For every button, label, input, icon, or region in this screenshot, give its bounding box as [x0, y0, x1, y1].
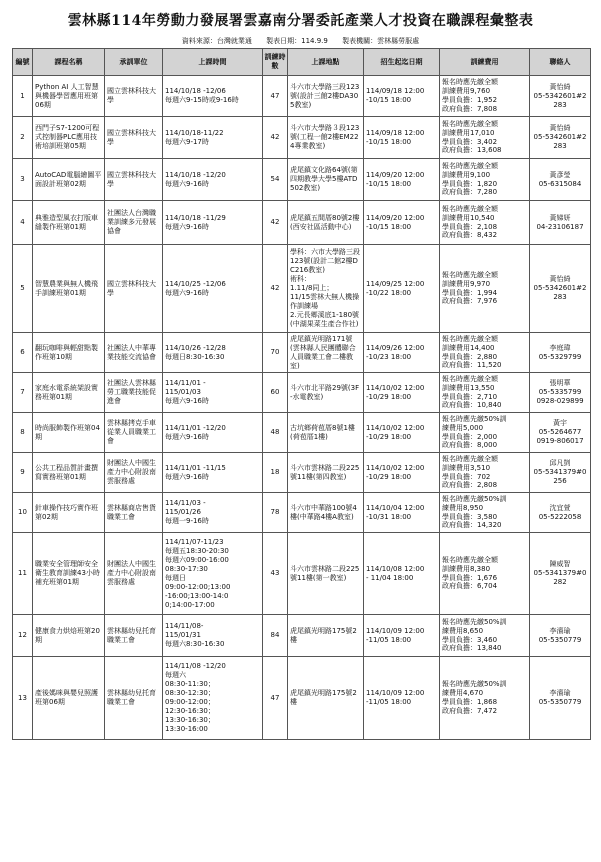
training-hours: 70 [263, 333, 288, 373]
row-no: 3 [13, 159, 33, 201]
training-unit: 國立雲林科技大學 [105, 159, 163, 201]
training-hours: 47 [263, 657, 288, 740]
course-name: 翻玩咖啡與輕甜點製作班第10期 [33, 333, 105, 373]
training-hours: 42 [263, 201, 288, 245]
enroll-period: 114/10/02 12:00 -10/29 18:00 [364, 373, 440, 413]
class-location: 虎尾鎮光明路175號2樓 [288, 615, 364, 657]
training-unit: 雲林縣商店售貨職業工會 [105, 493, 163, 533]
contact-person: 李濱瑜 05-5350779 [530, 657, 591, 740]
training-fee: 報名時應先繳50%訓 練費用8,650 學員負擔：3,460 政府負擔：13,840 [440, 615, 530, 657]
row-no: 12 [13, 615, 33, 657]
header-row [13, 49, 591, 76]
training-unit: 雲林縣幼兒托育職業工會 [105, 657, 163, 740]
table-row [13, 657, 591, 740]
table-row [13, 413, 591, 453]
contact-person: 陳威智 05-5341379#0282 [530, 533, 591, 615]
row-no: 2 [13, 117, 33, 159]
row-no: 5 [13, 245, 33, 333]
class-location: 斗六市大學路３段123號(工程一館2樓EM224專業教室) [288, 117, 364, 159]
course-name: 公共工程品質計畫撰寫實務班第01期 [33, 453, 105, 493]
course-name: 針車操作技巧實作班第02期 [33, 493, 105, 533]
class-time: 114/10/25 -12/06 每週六9-16時 [163, 245, 263, 333]
header-enroll: 招生起迄日期 [364, 49, 440, 76]
table-row [13, 615, 591, 657]
training-unit: 社團法人雲林縣勞工職業技能促進會 [105, 373, 163, 413]
class-location: 古坑鄉荷苞厝8號1樓(荷苞厝1樓) [288, 413, 364, 453]
enroll-period: 114/09/20 12:00 -10/15 18:00 [364, 201, 440, 245]
training-unit: 財團法人中國生產力中心附設南雲服務處 [105, 453, 163, 493]
contact-person: 黃娣妍 04-23106187 [530, 201, 591, 245]
contact-person: 邱凡剴 05-5341379#0256 [530, 453, 591, 493]
page-title: 雲林縣114年勞動力發展署雲嘉南分署委託產業人才投資在職課程彙整表 [67, 13, 534, 29]
header-contact: 聯絡人 [530, 49, 591, 76]
enroll-period: 114/10/02 12:00 -10/29 18:00 [364, 413, 440, 453]
contact-person: 張明華 05-5335799 0928-029899 [530, 373, 591, 413]
header-hours: 訓練時數 [263, 49, 288, 76]
contact-person: 李庭瑋 05-5329799 [530, 333, 591, 373]
class-time: 114/10/18-11/22 每週六9-17時 [163, 117, 263, 159]
table-row [13, 493, 591, 533]
class-time: 114/10/18 -12/06 每週六9-15時或9-16時 [163, 76, 263, 117]
training-fee: 報名時應先繳全額 訓練費用8,380 學員負擔：1,676 政府負擔：6,704 [440, 533, 530, 615]
table-row [13, 333, 591, 373]
enroll-period: 114/09/20 12:00 -10/15 18:00 [364, 159, 440, 201]
class-location: 斗六市北平路29號(3F-水電教室) [288, 373, 364, 413]
training-hours: 43 [263, 533, 288, 615]
row-no: 6 [13, 333, 33, 373]
training-hours: 60 [263, 373, 288, 413]
header-location: 上課地點 [288, 49, 364, 76]
enroll-period: 114/10/08 12:00 - 11/04 18:00 [364, 533, 440, 615]
training-fee: 報名時應先繳全額 訓練費用13,550 學員負擔：2,710 政府負擔：10,840 [440, 373, 530, 413]
training-fee: 報名時應先繳全額 訓練費用3,510 學員負擔：702 政府負擔：2,808 [440, 453, 530, 493]
row-no: 11 [13, 533, 33, 615]
class-location: 斗六市雲林路二段225號11樓(第一教室) [288, 533, 364, 615]
training-hours: 54 [263, 159, 288, 201]
header-no: 編號 [13, 49, 33, 76]
enroll-period: 114/10/02 12:00 -10/29 18:00 [364, 453, 440, 493]
class-location: 虎尾鎮光明路175號2樓 [288, 657, 364, 740]
class-time: 114/11/08 -12/20 每週六 08:30-11:30； 08:30-12:30； 09:00-12:00； 12:30-16:30； 13:30-16:30； 13:30-16:00 [163, 657, 263, 740]
table-row [13, 373, 591, 413]
enroll-period: 114/09/26 12:00 -10/23 18:00 [364, 333, 440, 373]
class-location: 虎尾鎮五間厝80號2樓(西安社區活動中心) [288, 201, 364, 245]
training-unit: 社團法人中華專業技能交流協會 [105, 333, 163, 373]
course-name: 時尚服飾製作班第04期 [33, 413, 105, 453]
training-unit: 財團法人中國生產力中心附設南雲服務處 [105, 533, 163, 615]
row-no: 1 [13, 76, 33, 117]
training-fee: 報名時應先繳全額 訓練費用9,760 學員負擔：1,952 政府負擔：7,808 [440, 76, 530, 117]
source-label: 資料來源：台灣就業通 [181, 37, 252, 45]
class-location: 斗六市雲林路二段225號11樓(第四教室) [288, 453, 364, 493]
class-location: 虎尾鎮光明路171號(雲林縣人民團體聯合人員職業工會二樓教室) [288, 333, 364, 373]
row-no: 13 [13, 657, 33, 740]
class-location: 學科：六市大學路三段123號(設計二館2樓DC216教室) 術科： 1.11/8同上； 11/15雲林大無人機操作訓練場 2.元長鄉溪底1-180號(中湖果菜生產合作社) [288, 245, 364, 333]
row-no: 9 [13, 453, 33, 493]
training-hours: 42 [263, 245, 288, 333]
training-unit: 國立雲林科技大學 [105, 76, 163, 117]
table-row [13, 159, 591, 201]
course-name: 家庭水電系統架設實務班第01期 [33, 373, 105, 413]
training-hours: 84 [263, 615, 288, 657]
table-row [13, 453, 591, 493]
course-name: AutoCAD電腦繪圖平面設計班第02期 [33, 159, 105, 201]
class-time: 114/10/26 -12/28 每週日8:30-16:30 [163, 333, 263, 373]
contact-person: 黃怡綺 05-5342601#2283 [530, 117, 591, 159]
class-time: 114/11/01 - 115/01/03 每週六9-16時 [163, 373, 263, 413]
header-course: 課程名稱 [33, 49, 105, 76]
meta-line [0, 36, 601, 46]
class-location: 斗六市大學路三段123號(設計三館2樓DA305教室) [288, 76, 364, 117]
row-no: 10 [13, 493, 33, 533]
contact-person: 沈宜萱 05-5222058 [530, 493, 591, 533]
training-fee: 報名時應先繳全額 訓練費用14,400 學員負擔：2,880 政府負擔：11,520 [440, 333, 530, 373]
class-time: 114/11/01 -11/15 每週六9-16時 [163, 453, 263, 493]
training-fee: 報名時應先繳全額 訓練費用9,100 學員負擔：1,820 政府負擔：7,280 [440, 159, 530, 201]
course-name: Python AI 人工智慧與機器學習應用班第06期 [33, 76, 105, 117]
course-name: 健康食力烘焙班第20期 [33, 615, 105, 657]
class-location: 斗六市中華路100號4樓(中華路4樓A教室) [288, 493, 364, 533]
training-hours: 42 [263, 117, 288, 159]
training-hours: 48 [263, 413, 288, 453]
class-time: 114/10/18 -12/20 每週六9-16時 [163, 159, 263, 201]
training-hours: 18 [263, 453, 288, 493]
training-unit: 國立雲林科技大學 [105, 117, 163, 159]
training-unit: 國立雲林科技大學 [105, 245, 163, 333]
class-time: 114/11/03 - 115/01/26 每週一9-16時 [163, 493, 263, 533]
class-time: 114/11/08- 115/01/31 每週六8:30-16:30 [163, 615, 263, 657]
training-unit: 社團法人台灣職業訓練多元發展協會 [105, 201, 163, 245]
table-row [13, 76, 591, 117]
training-fee: 報名時應先繳全額 訓練費用9,970 學員負擔：1,994 政府負擔：7,976 [440, 245, 530, 333]
training-fee: 報名時應先繳50%訓 練費用4,670 學員負擔：1,868 政府負擔：7,472 [440, 657, 530, 740]
course-table [12, 48, 591, 740]
contact-person: 李濱瑜 05-5350779 [530, 615, 591, 657]
row-no: 8 [13, 413, 33, 453]
class-time: 114/11/01 -12/20 每週六9-16時 [163, 413, 263, 453]
enroll-period: 114/10/09 12:00 -11/05 18:00 [364, 657, 440, 740]
enroll-period: 114/09/18 12:00 -10/15 18:00 [364, 117, 440, 159]
enroll-period: 114/10/09 12:00 -11/05 18:00 [364, 615, 440, 657]
class-location: 虎尾鎮文化路64號(第四期教學大學5樓ATD502教室) [288, 159, 364, 201]
training-unit: 雲林縣拷克手車從業人員職業工會 [105, 413, 163, 453]
contact-person: 黃怡綺 05-5342601#2283 [530, 76, 591, 117]
contact-person: 黃彥瑩 05-6315084 [530, 159, 591, 201]
header-time: 上課時間 [163, 49, 263, 76]
table-row [13, 201, 591, 245]
course-name: 職業安全管理師安全衛生教育訓練43小時補充班第01期 [33, 533, 105, 615]
training-fee: 報名時應先繳全額 訓練費用17,010 學員負擔：3,402 政府負擔：13,608 [440, 117, 530, 159]
table-row [13, 245, 591, 333]
class-time: 114/11/07-11/23 每週五18:30-20:30 每週六09:00-16:00 08:30-17:30 每週日 09:00-12:00;13:00 -16:00;13:00-14:0 0;14:00-17:00 [163, 533, 263, 615]
training-fee: 報名時應先繳全額 訓練費用10,540 學員負擔：2,108 政府負擔：8,432 [440, 201, 530, 245]
course-name: 西門子S7-1200可程式控制器PLC應用技術培訓班第05期 [33, 117, 105, 159]
training-fee: 報名時應先繳50%訓 練費用8,950 學員負擔：3,580 政府負擔：14,320 [440, 493, 530, 533]
row-no: 4 [13, 201, 33, 245]
contact-person: 黃怡綺 05-5342601#2283 [530, 245, 591, 333]
training-hours: 47 [263, 76, 288, 117]
training-unit: 雲林縣幼兒托育職業工會 [105, 615, 163, 657]
row-no: 7 [13, 373, 33, 413]
table-row [13, 533, 591, 615]
training-fee: 報名時應先繳50%訓 練費用5,000 學員負擔：2,000 政府負擔：8,000 [440, 413, 530, 453]
training-hours: 78 [263, 493, 288, 533]
header-unit: 承訓單位 [105, 49, 163, 76]
header-fee: 訓練費用 [440, 49, 530, 76]
enroll-period: 114/10/04 12:00 -10/31 18:00 [364, 493, 440, 533]
class-time: 114/10/18 -11/29 每週六9-16時 [163, 201, 263, 245]
course-name: 產後媽咪與嬰兒照護班第06期 [33, 657, 105, 740]
date-label: 製表日期：114.9.9 [266, 37, 328, 45]
agency-label: 製表機關：雲林縣勞服處 [342, 37, 420, 45]
enroll-period: 114/09/25 12:00 -10/22 18:00 [364, 245, 440, 333]
contact-person: 黃宇 05-5264677 0919-806017 [530, 413, 591, 453]
table-row [13, 117, 591, 159]
course-name: 典雅造型風衣打版車縫製作班第01期 [33, 201, 105, 245]
course-name: 智慧農業與無人機飛手訓練班第01期 [33, 245, 105, 333]
enroll-period: 114/09/18 12:00 -10/15 18:00 [364, 76, 440, 117]
